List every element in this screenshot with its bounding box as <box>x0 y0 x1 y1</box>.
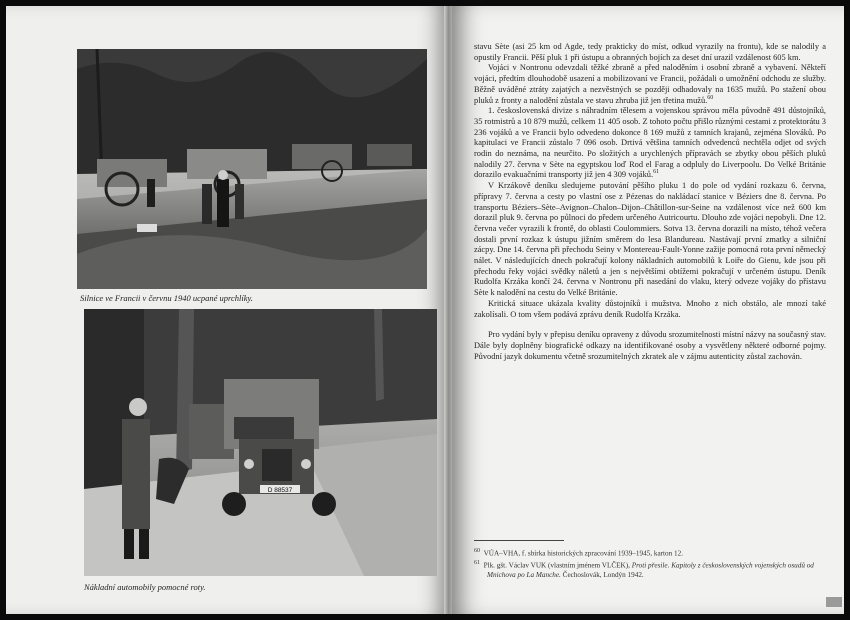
photo2-caption: Nákladní automobily pomocné roty. <box>84 582 206 592</box>
truck-plate: D 88537 <box>267 487 293 494</box>
paragraph-3: 1. československá divize s náhradním tělesem a vojenskou správou měla původně 491 důstojníků, 35 rotmistrů a 10 879 mužů, celkem 11 405 osob. Z tohoto počtu přišlo různými cestami z protektorátu 3 236 vojáků a ve Francii bylo odvedeno dokonce 8 169 mužů z tamních krajanů, zejména Slováků. Po kapitulaci ve Francii zůstalo 7 096 osob. Drtivá většina tamních odvedenců nechtěla odjet od svých rodin do neznáma, na neurčito. Po složitých a urychlených přípravách se zbytky obou pěších pluků nalodily 27. června v Sète na egyptskou loď Rod el Farag a odpluly do Liverpoolu. Do Velké Británie dorazilo evakuačními transporty již jen 4 309 vojáků.$^{61}$ <box>474 106 826 180</box>
page-corner-tab <box>826 597 842 607</box>
photo1-caption: Silnice ve Francii v červnu 1940 ucpané uprchlíky. <box>80 293 253 303</box>
footnote-divider <box>474 540 564 541</box>
footnotes <box>474 547 826 581</box>
footnote-61: $^{61}$ Plk. gšt. Václav VUK (vlastním jménem VLČEK), Proti přesile. Kapitoly z československých vojenských osudů od Mnichova po La Manche. Čechoslovák, Londýn 1942. <box>474 559 814 579</box>
body-text <box>474 42 826 362</box>
paragraph-6: Pro vydání byly v přepisu deníku opraveny z důvodu srozumitelnosti místní názvy na současný stav. Dále byly doplněny biografické odkazy na identifikované osoby a vysvětleny některé odborné pojmy. Původní jazyk dokumentu včetně srozumitelných zkratek ale v zájmu autenticity zůstal zachován. <box>474 330 826 361</box>
footnote-60: $^{60}$ VÚA–VHA, f. sbírka historických zpracování 1939–1945, karton 12. <box>474 548 684 558</box>
paragraph-1: stavu Sète (asi 25 km od Agde, tedy prakticky do míst, odkud vyrazily na frontu), kde se nalodily a opustily Francii. Pěší pluk 1 při ústupu a obranných bojích za deset dní urazil vzdálenost 605 km. <box>474 42 826 62</box>
photo-refugees-road <box>77 49 427 289</box>
paragraph-4: V Krzákově deníku sledujeme putování pěšího pluku 1 do pole od vydání rozkazu 6. června, přípravy 7. června a cesty po vlastní ose z Pézenas do nakládací stanice v Béziers dne 8. června. Po transportu Béziers–Sète–Avignon–Chalon–Dijon–Châtillon-sur-Seine na vzdálenost více než 600 km dorazil pluk 9. června po půlnoci do předem určeného Autricourtu. Dlouho zde vojáci nepobyli. Dne 12. června večer vyrazili k frontě, do oblasti Coulommiers. Sotva 13. června dorazili na místo, téhož večera dostali první rozkaz k ústupu jižním směrem do lesa Blandureau. Nastávají první zmatky a silniční zácpy. Dne 14. června při přechodu Seiny v Montereau-Fault-Yonne zažije pomocná rota první německý nálet. V následujících dnech pokračují kolony nákladních automobilů k Loiře do Gienu, kde jsou při přechodu řeky vojáci svědky náletů a jen s největšími obtížemi pokračují v určeném ústupu. Deník Rudolfa Krzáka končí 24. června v Nontronu při nasedání do vlaku, který odveze vojáky do přístavu Sète k nalodění na cestu do Velké Británie. <box>474 181 826 298</box>
paragraph-5: Kritická situace ukázala kvality důstojníků i mužstva. Mnoho z nich obstálo, ale mnozí také zakolísali. O tom všem podává zprávu deník Rudolfa Krzáka. <box>474 298 826 319</box>
paragraph-2: Vojáci v Nontronu odevzdali těžké zbraně a před naloděním i osobní zbraně a vybavení. Někteří vojáci, předtím dlouhodobě usazení a mobilizovaní ve Francii, požádali o umožnění odchodu ze služby. Běžně uváděné ztráty zajatých a nezvěstných se později odhadovaly na 1635 mužů. Po stažení obou pluků z fronty a nalodění zůstala ve stavu zhruba již jen třetina mužů.$^{60}$ <box>474 63 826 105</box>
photo-trucks <box>84 309 437 576</box>
